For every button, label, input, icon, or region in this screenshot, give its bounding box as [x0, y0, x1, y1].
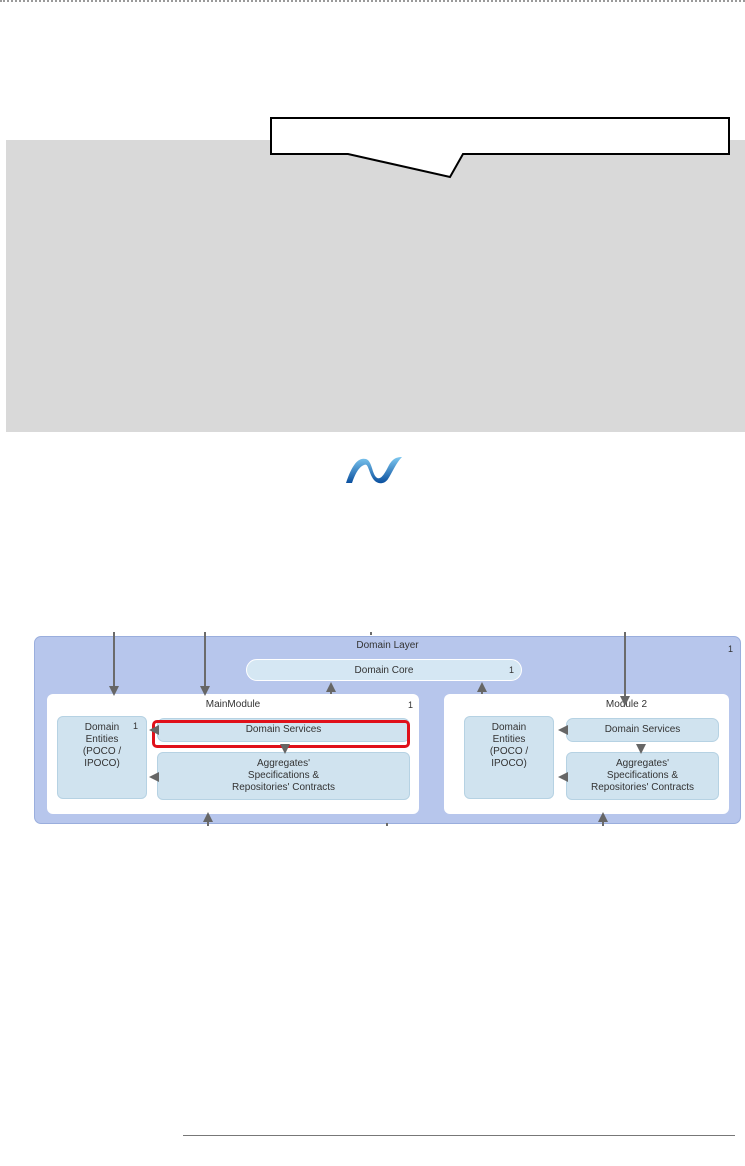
domain-core-number: 1	[509, 665, 515, 675]
callout-bubble	[270, 117, 730, 179]
domain-layer-diagram	[34, 632, 742, 826]
main-domain-services-label: Domain Services	[245, 724, 322, 735]
entities-line-4: IPOCO)	[84, 758, 120, 769]
aggregates-line-1: Aggregates'	[615, 758, 670, 769]
module2-title: Module 2	[605, 699, 648, 710]
entities-line-2: Entities	[492, 734, 526, 745]
entities-line-2: Entities	[85, 734, 119, 745]
domain-layer-title: Domain Layer	[356, 640, 419, 651]
diagram-arrows	[34, 632, 742, 826]
entities-line-1: Domain	[84, 722, 120, 733]
aggregates-line-3: Repositories' Contracts	[590, 782, 695, 793]
entities-line-3: (POCO /	[489, 746, 529, 757]
main-entities-number: 1	[133, 721, 139, 731]
aggregates-line-2: Specifications &	[606, 770, 679, 781]
aggregates-line-3: Repositories' Contracts	[231, 782, 336, 793]
domain-layer-number: 1	[728, 644, 734, 654]
aggregates-line-1: Aggregates'	[256, 758, 311, 769]
module2-domain-services-label: Domain Services	[604, 724, 681, 735]
top-dotted-rule	[0, 0, 745, 4]
entities-line-3: (POCO /	[82, 746, 122, 757]
domain-core-label: Domain Core	[354, 665, 414, 676]
dotnet-logo-icon	[344, 455, 404, 485]
aggregates-line-2: Specifications &	[247, 770, 320, 781]
main-module-title: MainModule	[205, 699, 261, 710]
main-module-number: 1	[408, 700, 414, 710]
entities-line-4: IPOCO)	[491, 758, 527, 769]
gray-content-panel	[6, 140, 745, 432]
footer-rule	[183, 1135, 735, 1136]
entities-line-1: Domain	[491, 722, 527, 733]
